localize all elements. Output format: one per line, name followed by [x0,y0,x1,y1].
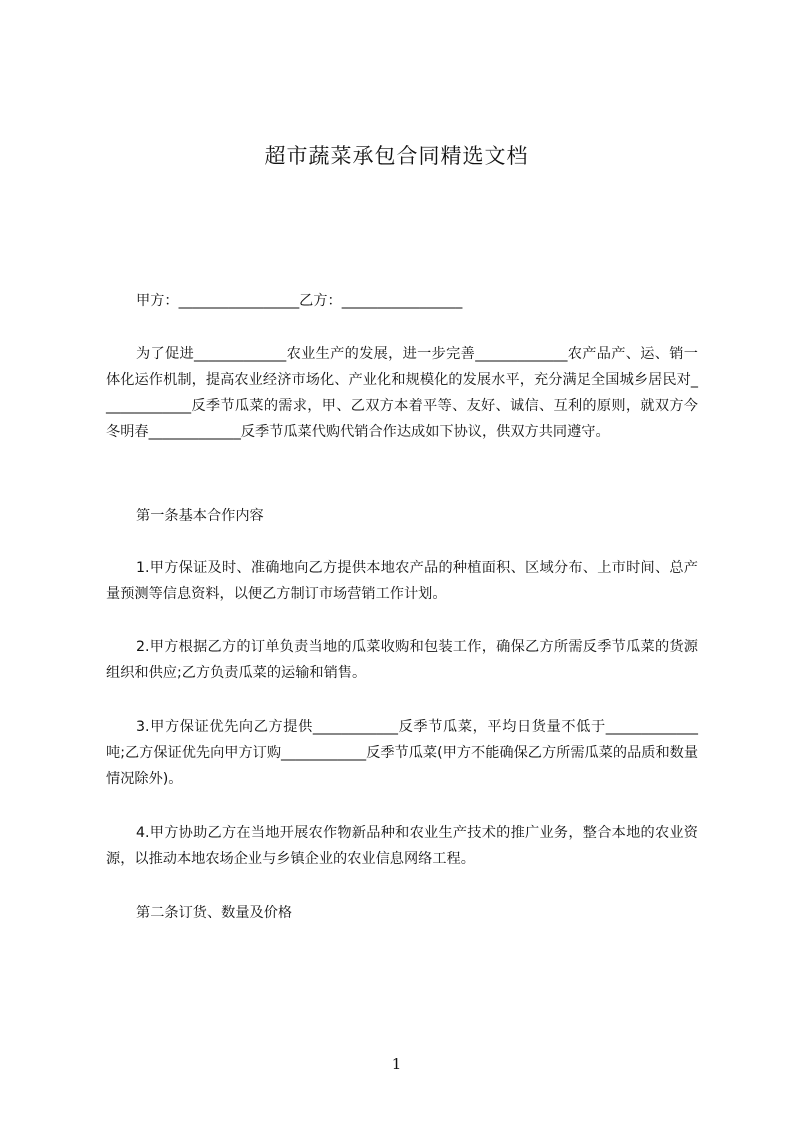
preamble-paragraph: 为了促进_____________农业生产的发展，进一步完善_____________农产品产、运、销一体化运作机制，提高农业经济市场化、产业化和规模化的发展水平，充分满足全国城乡居民对_____________反季节瓜菜的需求，甲、乙双方本着平等、友好、诚信、互利的原则，就双方今冬明春_____________反季节瓜菜代购代销合作达成如下协议，供双方共同遵守。 [106,346,698,440]
clause-3: 3.甲方保证优先向乙方提供____________反季节瓜菜，平均日货量不低于_____________吨;乙方保证优先向甲方订购____________反季节瓜菜(甲方不能确保乙方所需瓜菜的品质和数量情况除外)。 [106,719,699,787]
article-2-heading: 第二条订货、数量及价格 [136,905,293,921]
clause-2: 2.甲方根据乙方的订单负责当地的瓜菜收购和包装工作，确保乙方所需反季节瓜菜的货源组织和供应;乙方负责瓜菜的运输和销售。 [106,639,698,681]
document-title: 超市蔬菜承包合同精选文档 [264,144,529,168]
article-1-heading: 第一条基本合作内容 [136,508,264,524]
clause-4: 4.甲方协助乙方在当地开展农作物新品种和农业生产技术的推广业务，整合本地的农业资源，以推动本地农场企业与乡镇企业的农业信息网络工程。 [106,825,698,867]
parties-line: 甲方：_________________乙方：_________________ [136,293,463,309]
page-number: 1 [391,1055,402,1073]
clause-1: 1.甲方保证及时、准确地向乙方提供本地农产品的种植面积、区域分布、上市时间、总产量预测等信息资料，以便乙方制订市场营销工作计划。 [106,560,698,602]
